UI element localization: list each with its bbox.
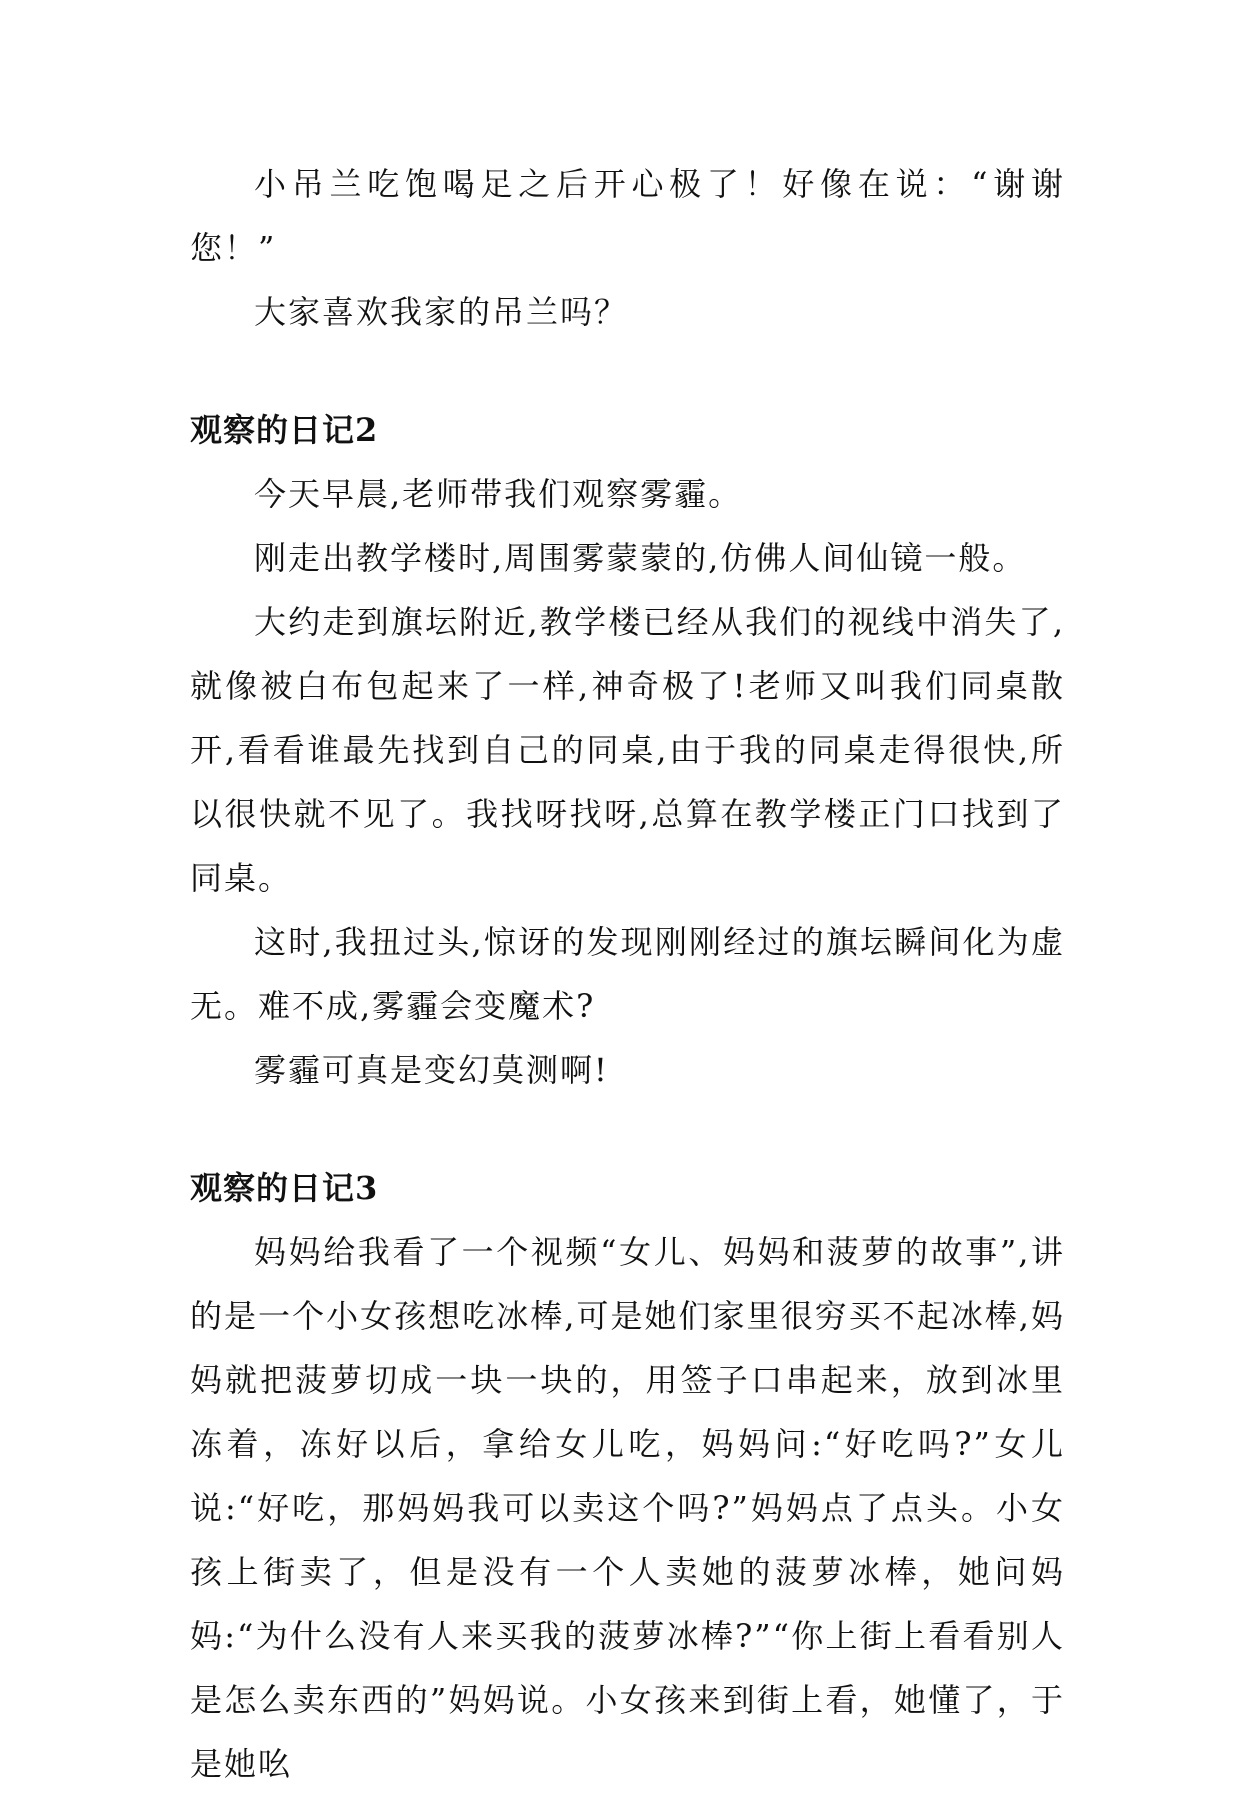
section-2-paragraph-4: 这时,我扭过头,惊讶的发现刚刚经过的旗坛瞬间化为虚无。难不成,雾霾会变魔术? — [190, 923, 1065, 1025]
section-spacer — [190, 1102, 1065, 1156]
section-spacer — [190, 344, 1065, 398]
section-2-paragraph-3: 大约走到旗坛附近,教学楼已经从我们的视线中消失了,就像被白布包起来了一样,神奇极了!老师又叫我们同桌散开,看看谁最先找到自己的同桌,由于我的同桌走得很快,所以很快就不见了。我找呀找呀,总算在教学楼正门口找到了同桌。 — [190, 603, 1065, 897]
document-body — [190, 152, 1065, 1796]
section-3-title: 观察的日记3 — [190, 1169, 379, 1207]
intro-paragraph-2: 大家喜欢我家的吊兰吗？ — [254, 293, 629, 331]
section-3-paragraph-1: 妈妈给我看了一个视频“女儿、妈妈和菠萝的故事”,讲的是一个小女孩想吃冰棒,可是她们家里很穷买不起冰棒,妈妈就把菠萝切成一块一块的，用签子口串起来，放到冰里冻着，冻好以后，拿给女儿吃，妈妈问:“好吃吗?”女儿说:“好吃，那妈妈我可以卖这个吗?”妈妈点了点头。小女孩上街卖了，但是没有一个人卖她的菠萝冰棒，她问妈妈:“为什么没有人来买我的菠萝冰棒?”“你上街上看看别人是怎么卖东西的”妈妈说。小女孩来到街上看，她懂了，于是她吆 — [190, 1233, 1065, 1783]
intro-paragraph-1: 小吊兰吃饱喝足之后开心极了！好像在说：“谢谢您！” — [190, 165, 1065, 267]
section-2-title: 观察的日记2 — [190, 411, 379, 449]
section-2-paragraph-1: 今天早晨,老师带我们观察雾霾。 — [254, 475, 743, 513]
section-2-paragraph-2: 刚走出教学楼时,周围雾蒙蒙的,仿佛人间仙镜一般。 — [254, 539, 1027, 577]
section-2-paragraph-5: 雾霾可真是变幻莫测啊! — [254, 1051, 609, 1089]
